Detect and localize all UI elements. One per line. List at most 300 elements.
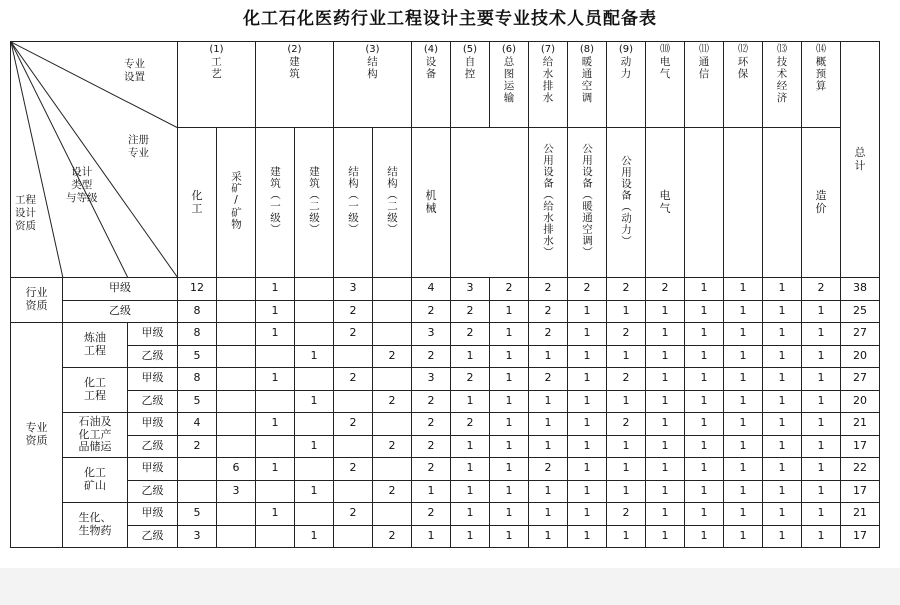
table-row	[11, 435, 880, 458]
discipline-header	[802, 42, 841, 128]
value-cell	[412, 300, 451, 323]
value-cell	[607, 480, 646, 503]
value-cell	[373, 458, 412, 481]
value-cell	[529, 368, 568, 391]
grade-label: 甲级	[141, 461, 164, 475]
cell-value: 1	[583, 326, 591, 340]
corner-label-registered-specialty: 注册 专业	[128, 134, 149, 160]
value-cell	[646, 480, 685, 503]
cell-value: 1	[739, 461, 747, 475]
value-cell	[217, 323, 256, 346]
cell-value: 1	[778, 281, 786, 295]
cell-value: 1	[661, 303, 669, 317]
table-row	[11, 300, 880, 323]
registered-specialty-cell	[529, 128, 568, 278]
cell-value: 1	[544, 393, 552, 407]
cell-value: 1	[817, 416, 825, 430]
value-cell	[256, 480, 295, 503]
grade-cell	[128, 413, 178, 436]
value-cell	[724, 300, 763, 323]
cell-value: 2	[349, 371, 357, 385]
cell-value: 2	[622, 416, 630, 430]
value-cell	[490, 323, 529, 346]
value-cell	[568, 390, 607, 413]
registered-specialty-label: 建筑（二级）	[308, 166, 321, 236]
cell-value: 1	[739, 371, 747, 385]
value-cell	[646, 278, 685, 301]
total-cell	[841, 390, 880, 413]
staffing-table	[10, 41, 880, 548]
value-cell	[607, 368, 646, 391]
total-cell	[841, 480, 880, 503]
value-cell	[724, 458, 763, 481]
grade-label: 甲级	[141, 371, 164, 385]
value-cell	[490, 480, 529, 503]
discipline-number: (3)	[365, 44, 380, 55]
cell-value: 1	[310, 483, 318, 497]
value-cell	[763, 480, 802, 503]
cell-value: 1	[700, 528, 708, 542]
value-cell	[802, 503, 841, 526]
value-cell	[412, 525, 451, 548]
industry-qualification-label	[11, 278, 63, 323]
cell-value: 1	[544, 438, 552, 452]
cell-value: 1	[817, 461, 825, 475]
corner-cell	[11, 42, 178, 278]
cell-value: 1	[700, 438, 708, 452]
value-cell	[763, 435, 802, 458]
value-cell	[295, 278, 334, 301]
value-cell	[763, 525, 802, 548]
value-cell	[412, 413, 451, 436]
cell-value: 1	[817, 506, 825, 520]
cell-value: 1	[661, 416, 669, 430]
value-cell	[256, 368, 295, 391]
grade-label: 乙级	[141, 393, 164, 407]
value-cell	[490, 435, 529, 458]
value-cell	[334, 323, 373, 346]
registered-specialty-label: 建筑（一级）	[269, 166, 282, 236]
discipline-number: (8)	[579, 44, 595, 55]
cell-value: 1	[661, 371, 669, 385]
value-cell	[334, 503, 373, 526]
cell-value: 1	[817, 348, 825, 362]
value-cell	[451, 435, 490, 458]
value-cell	[685, 390, 724, 413]
registered-specialty-cell	[334, 128, 373, 278]
value-cell	[490, 278, 529, 301]
cell-value: 1	[622, 438, 630, 452]
value-cell	[568, 368, 607, 391]
value-cell	[256, 435, 295, 458]
discipline-header	[607, 42, 646, 128]
value-cell	[568, 435, 607, 458]
cell-value: 1	[505, 393, 513, 407]
discipline-number: (1)	[209, 44, 224, 55]
cell-value: 1	[427, 528, 435, 542]
total-cell	[841, 503, 880, 526]
value-cell	[178, 368, 217, 391]
value-cell	[256, 278, 295, 301]
cell-value: 1	[700, 393, 708, 407]
cell-value: 1	[583, 461, 591, 475]
cell-value: 2	[466, 371, 474, 385]
table-row	[11, 278, 880, 301]
grade-cell	[128, 368, 178, 391]
cell-value: 2	[388, 483, 396, 497]
cell-value: 1	[310, 528, 318, 542]
value-cell	[334, 480, 373, 503]
cell-value: 1	[817, 483, 825, 497]
cell-value: 1	[505, 371, 513, 385]
total-cell	[841, 435, 880, 458]
value-cell	[178, 435, 217, 458]
value-cell	[802, 368, 841, 391]
value-cell	[802, 323, 841, 346]
project-type-cell	[63, 503, 128, 548]
value-cell	[295, 323, 334, 346]
discipline-name: 电 气	[659, 55, 671, 80]
project-type-label: 生化、 生物药	[78, 511, 112, 537]
cell-value: 1	[505, 416, 513, 430]
discipline-number: (5)	[462, 44, 478, 55]
cell-value: 1	[661, 483, 669, 497]
cell-value: 1	[622, 393, 630, 407]
cell-value: 1	[544, 416, 552, 430]
value-cell	[607, 345, 646, 368]
value-cell	[490, 525, 529, 548]
table-row	[11, 458, 880, 481]
cell-value: 1	[466, 528, 474, 542]
value-cell	[412, 345, 451, 368]
cell-value: 1	[622, 348, 630, 362]
value-cell	[334, 390, 373, 413]
total-cell	[841, 368, 880, 391]
value-cell	[724, 390, 763, 413]
value-cell	[217, 435, 256, 458]
value-cell	[607, 300, 646, 323]
discipline-number: ⑾	[699, 44, 709, 55]
cell-value: 1	[271, 506, 279, 520]
cell-value: 1	[778, 461, 786, 475]
cell-value: 1	[778, 506, 786, 520]
cell-value: 2	[544, 303, 552, 317]
value-cell	[568, 480, 607, 503]
cell-value: 2	[427, 393, 435, 407]
value-cell	[334, 525, 373, 548]
project-type-cell	[63, 323, 128, 368]
value-cell	[451, 278, 490, 301]
value-cell	[529, 435, 568, 458]
registered-specialty-label: 公用设备（动力）	[620, 154, 633, 247]
registered-specialty-label: 电 气	[659, 188, 671, 215]
cell-value: 1	[778, 483, 786, 497]
value-cell	[217, 503, 256, 526]
grade-cell	[128, 390, 178, 413]
value-cell	[295, 413, 334, 436]
value-cell	[763, 368, 802, 391]
value-cell	[685, 458, 724, 481]
table-row	[11, 480, 880, 503]
discipline-name: 工 艺	[211, 55, 222, 80]
discipline-name: 动 力	[620, 55, 632, 80]
cell-value: 2	[349, 461, 357, 475]
cell-value: 3	[193, 528, 201, 542]
discipline-name: 总 图 运 输	[503, 55, 515, 104]
cell-value: 5	[193, 393, 201, 407]
cell-value: 1	[739, 281, 747, 295]
discipline-header	[178, 42, 256, 128]
header-row-disciplines	[11, 42, 880, 128]
cell-value: 2	[466, 326, 474, 340]
value-cell	[373, 525, 412, 548]
discipline-number: (7)	[540, 44, 556, 55]
registered-specialty-label: 造 价	[815, 188, 827, 215]
total-cell	[841, 345, 880, 368]
value-cell	[451, 458, 490, 481]
discipline-number: (4)	[423, 44, 439, 55]
discipline-header	[685, 42, 724, 128]
value-cell	[256, 300, 295, 323]
cell-value: 2	[427, 348, 435, 362]
value-cell	[529, 480, 568, 503]
value-cell	[607, 435, 646, 458]
project-type-cell	[63, 413, 128, 458]
table-row	[11, 413, 880, 436]
cell-value: 1	[622, 461, 630, 475]
cell-value: 20	[853, 393, 867, 407]
footer-bar	[0, 568, 900, 605]
value-cell	[763, 503, 802, 526]
value-cell	[295, 525, 334, 548]
grade-cell	[128, 323, 178, 346]
project-type-label: 石油及 化工产 品储运	[78, 415, 112, 454]
value-cell	[178, 413, 217, 436]
cell-value: 2	[622, 506, 630, 520]
value-cell	[178, 390, 217, 413]
cell-value: 1	[778, 438, 786, 452]
total-cell	[841, 323, 880, 346]
value-cell	[373, 435, 412, 458]
value-cell	[763, 323, 802, 346]
cell-value: 1	[622, 483, 630, 497]
cell-value: 1	[700, 326, 708, 340]
qualification-label: 专业 资质	[25, 421, 48, 447]
registered-specialty-cell	[646, 128, 685, 278]
cell-value: 1	[700, 483, 708, 497]
value-cell	[295, 368, 334, 391]
value-cell	[646, 503, 685, 526]
discipline-header	[529, 42, 568, 128]
value-cell	[178, 278, 217, 301]
cell-value: 1	[544, 348, 552, 362]
value-cell	[295, 503, 334, 526]
value-cell	[217, 278, 256, 301]
value-cell	[412, 278, 451, 301]
value-cell	[646, 300, 685, 323]
value-cell	[763, 278, 802, 301]
grade-cell	[128, 345, 178, 368]
cell-value: 1	[700, 461, 708, 475]
cell-value: 1	[583, 416, 591, 430]
cell-value: 2	[388, 528, 396, 542]
value-cell	[295, 480, 334, 503]
value-cell	[178, 503, 217, 526]
cell-value: 2	[583, 281, 591, 295]
discipline-header	[256, 42, 334, 128]
value-cell	[802, 300, 841, 323]
value-cell	[490, 503, 529, 526]
value-cell	[373, 368, 412, 391]
value-cell	[373, 345, 412, 368]
value-cell	[178, 323, 217, 346]
value-cell	[685, 435, 724, 458]
value-cell	[217, 300, 256, 323]
value-cell	[685, 525, 724, 548]
discipline-name: 概 预 算	[815, 55, 827, 92]
cell-value: 8	[193, 303, 201, 317]
discipline-number: ⑽	[660, 44, 670, 55]
discipline-name: 通 信	[698, 55, 710, 80]
cell-value: 3	[427, 326, 435, 340]
value-cell	[763, 390, 802, 413]
cell-value: 1	[583, 303, 591, 317]
grade-label: 甲级	[109, 281, 131, 295]
value-cell	[568, 458, 607, 481]
discipline-header	[568, 42, 607, 128]
value-cell	[568, 413, 607, 436]
value-cell	[256, 458, 295, 481]
cell-value: 1	[622, 303, 630, 317]
value-cell	[607, 503, 646, 526]
value-cell	[763, 458, 802, 481]
total-cell	[841, 278, 880, 301]
discipline-name: 结 构	[367, 55, 378, 80]
cell-value: 1	[661, 461, 669, 475]
cell-value: 1	[310, 348, 318, 362]
cell-value: 1	[310, 438, 318, 452]
cell-value: 2	[427, 416, 435, 430]
cell-value: 3	[232, 483, 240, 497]
cell-value: 1	[271, 416, 279, 430]
discipline-name: 设 备	[425, 55, 437, 80]
cell-value: 2	[427, 438, 435, 452]
cell-value: 1	[817, 303, 825, 317]
cell-value: 2	[622, 281, 630, 295]
value-cell	[490, 413, 529, 436]
value-cell	[724, 480, 763, 503]
cell-value: 1	[817, 371, 825, 385]
cell-value: 1	[544, 506, 552, 520]
value-cell	[802, 413, 841, 436]
value-cell	[763, 345, 802, 368]
value-cell	[529, 278, 568, 301]
corner-label-qualification: 工程 设计 资质	[15, 194, 36, 233]
page-title: 化工石化医药行业工程设计主要专业技术人员配备表	[243, 9, 657, 29]
cell-value: 1	[583, 371, 591, 385]
discipline-header	[646, 42, 685, 128]
cell-value: 1	[466, 393, 474, 407]
discipline-header	[334, 42, 412, 128]
cell-value: 2	[817, 281, 825, 295]
cell-value: 1	[583, 506, 591, 520]
cell-value: 2	[349, 303, 357, 317]
value-cell	[685, 413, 724, 436]
value-cell	[217, 413, 256, 436]
cell-value: 1	[778, 371, 786, 385]
cell-value: 1	[661, 348, 669, 362]
cell-value: 17	[853, 528, 867, 542]
value-cell	[724, 278, 763, 301]
cell-value: 1	[505, 528, 513, 542]
cell-value: 2	[661, 281, 669, 295]
grade-cell	[63, 278, 178, 301]
discipline-header	[490, 42, 529, 128]
cell-value: 2	[388, 438, 396, 452]
cell-value: 2	[349, 326, 357, 340]
value-cell	[412, 458, 451, 481]
registered-specialty-label: 结构（一级）	[347, 166, 360, 236]
value-cell	[217, 368, 256, 391]
value-cell	[724, 345, 763, 368]
discipline-number: ⒀	[777, 44, 787, 55]
value-cell	[334, 368, 373, 391]
grade-label: 乙级	[141, 348, 164, 362]
cell-value: 1	[739, 416, 747, 430]
value-cell	[451, 390, 490, 413]
total-cell	[841, 458, 880, 481]
discipline-number: (6)	[501, 44, 517, 55]
cell-value: 2	[466, 303, 474, 317]
value-cell	[802, 278, 841, 301]
value-cell	[295, 458, 334, 481]
cell-value: 1	[661, 528, 669, 542]
value-cell	[685, 503, 724, 526]
value-cell	[724, 323, 763, 346]
cell-value: 2	[544, 461, 552, 475]
cell-value: 1	[739, 438, 747, 452]
project-type-label: 化工 矿山	[84, 466, 106, 492]
value-cell	[685, 345, 724, 368]
total-label: 总 计	[854, 145, 866, 172]
project-type-label: 化工 工程	[84, 376, 106, 402]
discipline-name: 自 控	[464, 55, 476, 80]
registered-specialty-cell	[451, 128, 529, 278]
value-cell	[802, 458, 841, 481]
cell-value: 8	[193, 326, 201, 340]
cell-value: 2	[622, 371, 630, 385]
table-row	[11, 368, 880, 391]
value-cell	[529, 300, 568, 323]
project-type-label: 炼油 工程	[84, 331, 106, 357]
value-cell	[646, 345, 685, 368]
registered-specialty-label: 机 械	[425, 188, 437, 215]
project-type-cell	[63, 458, 128, 503]
cell-value: 1	[739, 326, 747, 340]
discipline-name: 环 保	[737, 55, 749, 80]
cell-value: 1	[817, 438, 825, 452]
value-cell	[217, 525, 256, 548]
cell-value: 27	[853, 326, 867, 340]
value-cell	[178, 480, 217, 503]
cell-value: 4	[427, 281, 435, 295]
discipline-name: 技 术 经 济	[776, 55, 788, 104]
cell-value: 1	[505, 348, 513, 362]
value-cell	[373, 278, 412, 301]
table-row	[11, 323, 880, 346]
cell-value: 27	[853, 371, 867, 385]
grade-label: 乙级	[141, 528, 164, 542]
